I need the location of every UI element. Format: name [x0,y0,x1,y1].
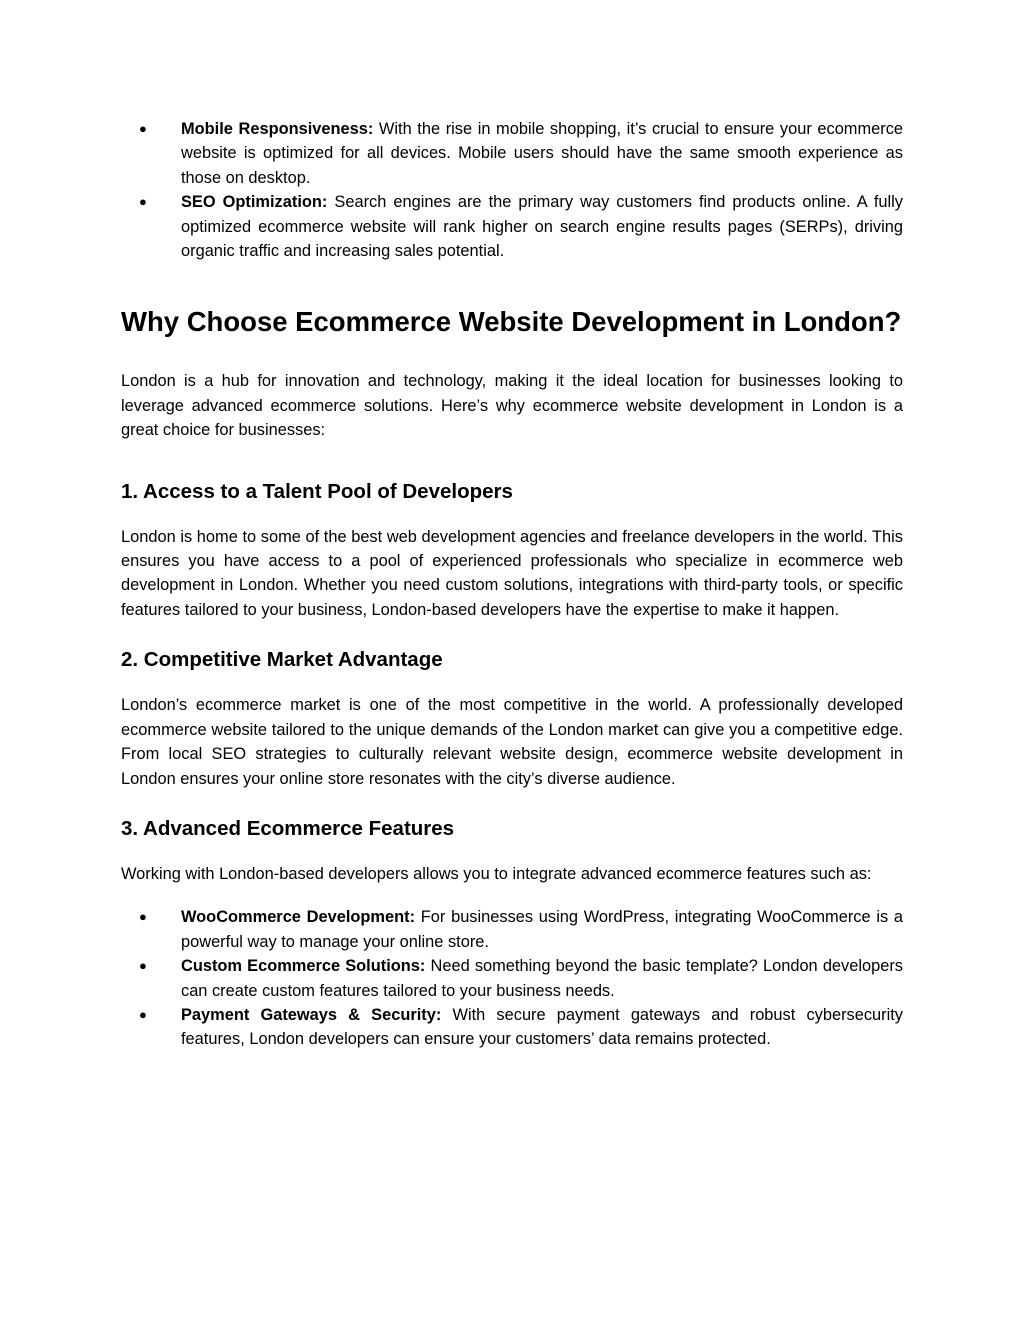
list-item-term: Mobile Responsiveness: [181,120,374,138]
section-heading-market-advantage: 2. Competitive Market Advantage [121,648,443,672]
document-page [121,117,903,1052]
bullet-icon: ● [139,1006,147,1022]
bullet-icon: ● [139,194,147,210]
section-body-advanced-features: Working with London-based developers allows you to integrate advanced ecommerce features such as: [121,864,872,883]
list-item-custom-solutions [121,954,903,1003]
list-item-text: With secure payment gateways and robust cybersecurity features, London developers can ensure your customers’ data remains protected. [181,1005,903,1049]
list-item-text: With the rise in mobile shopping, it’s crucial to ensure your ecommerce website is optimized for all devices. Mobile users should have the same smooth experience as those on desktop. [181,120,903,187]
list-item-mobile-responsiveness [121,117,903,190]
bullet-icon: ● [139,909,147,925]
section-body-market-advantage: London’s ecommerce market is one of the most competitive in the world. A professionally developed ecommerce website tailored to the unique demands of the London market can give you a competitive edge. From local SEO strategies to culturally relevant website design, ecommerce website development in London ensures your online store resonates with the city’s diverse audience. [121,696,903,788]
list-item-text: Need something beyond the basic template? London developers can create custom features tailored to your business needs. [181,957,904,1000]
feature-list-bottom [121,905,903,1051]
list-item-term: WooCommerce Development: [181,908,416,927]
list-item-term: Payment Gateways & Security: [181,1005,442,1024]
list-item-text: For businesses using WordPress, integrating WooCommerce is a powerful way to manage your online store. [181,908,903,951]
list-item-term: SEO Optimization: [181,193,328,212]
section-heading-talent-pool: 1. Access to a Talent Pool of Developers [121,479,513,503]
section-heading-advanced-features: 3. Advanced Ecommerce Features [121,816,455,840]
feature-list-top [121,117,903,263]
list-item-term: Custom Ecommerce Solutions: [181,957,426,976]
list-item-seo-optimization [121,190,903,263]
list-item-payment-security [121,1003,903,1052]
section-body-talent-pool: London is home to some of the best web development agencies and freelance developers in the world. This ensures you have access to a pool of experienced professionals who specialize in ecommerce web development in London. Whether you need custom solutions, integrations with third-party tools, or specific features tailored to your business, London-based developers have the expertise to make it happen. [121,527,903,619]
bullet-icon: ● [139,121,147,136]
intro-paragraph: London is a hub for innovation and technology, making it the ideal location for businesses looking to leverage advanced ecommerce solutions. Here’s why ecommerce website development in London is a great choice for businesses: [121,372,903,440]
main-heading: Why Choose Ecommerce Website Development in London? [121,306,902,338]
list-item-woocommerce [121,905,903,954]
list-item-text: Search engines are the primary way customers find products online. A fully optimized ecommerce website will rank higher on search engine results pages (SERPs), driving organic traffic and increasing sales potential. [181,193,904,261]
bullet-icon: ● [139,958,147,974]
